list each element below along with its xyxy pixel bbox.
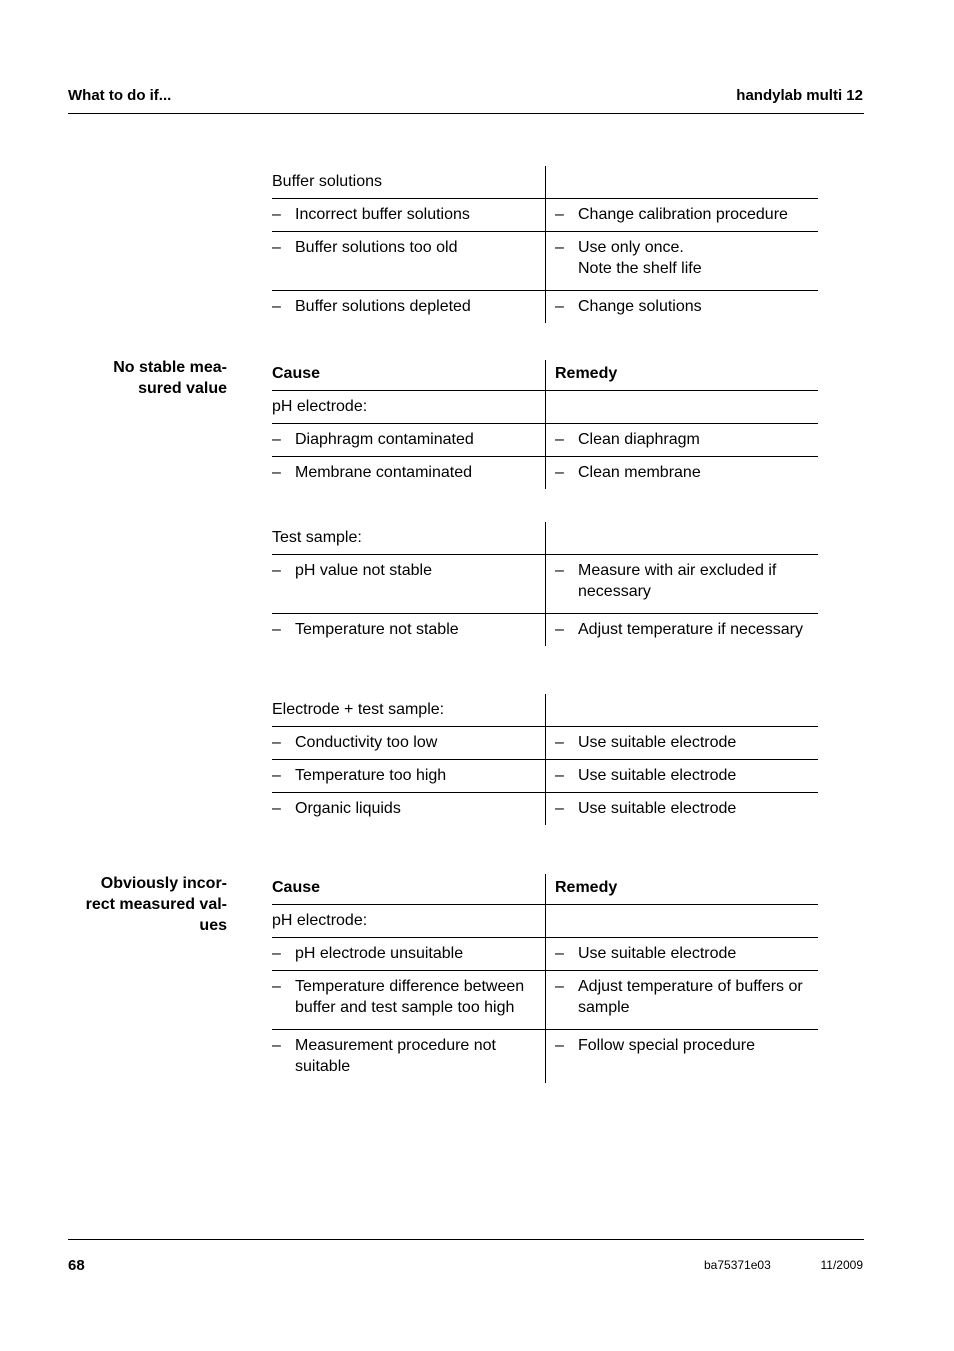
table-row (272, 1030, 818, 1084)
electrode-test-sample-table (272, 694, 818, 825)
table-row (272, 555, 818, 614)
dash: – (272, 1037, 281, 1054)
dash: – (555, 734, 564, 751)
group-label: pH electrode: (272, 391, 546, 424)
no-stable-value-table (272, 360, 818, 489)
table-row (272, 938, 818, 971)
dash: – (272, 734, 281, 751)
remedy-cell: Use suitable electrode (578, 767, 737, 784)
dash: – (555, 1037, 564, 1054)
dash: – (555, 562, 564, 579)
remedy-header: Remedy (546, 360, 819, 391)
group-label: Buffer solutions (272, 166, 546, 199)
table-header-row (272, 874, 818, 905)
incorrect-values-table (272, 874, 818, 1083)
dash: – (555, 206, 564, 223)
table-row (272, 424, 818, 457)
dash: – (272, 800, 281, 817)
dash: – (555, 464, 564, 481)
test-sample-table (272, 522, 818, 646)
cause-cell: pH electrode unsuitable (295, 945, 464, 962)
group-label: Electrode + test sample: (272, 694, 546, 727)
buffer-solutions-table (272, 166, 818, 323)
table-row (272, 760, 818, 793)
dash: – (272, 767, 281, 784)
cause-cell: Membrane contaminated (295, 464, 472, 481)
cause-cell: Buffer solutions too old (295, 239, 458, 256)
table-row (272, 971, 818, 1030)
remedy-cell: Use suitable electrode (578, 734, 737, 751)
cause-cell: Organic liquids (295, 800, 401, 817)
table-header-row (272, 360, 818, 391)
table-group-row (272, 391, 818, 424)
remedy-cell: Use suitable electrode (578, 945, 737, 962)
cause-cell: Diaphragm contaminated (295, 431, 474, 448)
cause-cell: Measurement procedure not suitable (295, 1037, 496, 1075)
dash: – (272, 945, 281, 962)
cause-header: Cause (272, 874, 546, 905)
dash: – (555, 239, 564, 256)
table-row (272, 291, 818, 324)
dash: – (555, 767, 564, 784)
table-row (272, 199, 818, 232)
dash: – (555, 298, 564, 315)
dash: – (555, 431, 564, 448)
table-row (272, 793, 818, 826)
table-group-row (272, 522, 818, 555)
remedy-cell: Use only once. Note the shelf life (578, 239, 702, 277)
table-row (272, 457, 818, 490)
dash: – (272, 206, 281, 223)
table-row (272, 727, 818, 760)
table-group-row (272, 694, 818, 727)
remedy-header: Remedy (546, 874, 819, 905)
dash: – (555, 621, 564, 638)
remedy-cell: Use suitable electrode (578, 800, 737, 817)
dash: – (555, 945, 564, 962)
section-label-incorrect-values: Obviously incor- rect measured val- ues (85, 875, 227, 934)
dash: – (272, 239, 281, 256)
dash: – (272, 298, 281, 315)
remedy-cell: Clean membrane (578, 464, 701, 481)
cause-cell: Temperature not stable (295, 621, 459, 638)
document-code: ba75371e03 (704, 1258, 771, 1272)
table-group-row (272, 905, 818, 938)
remedy-cell: Adjust temperature of buffers or sample (578, 978, 803, 1016)
document-date: 11/2009 (820, 1258, 863, 1272)
cause-cell: Temperature too high (295, 767, 447, 784)
footer-rule (68, 1239, 864, 1240)
cause-cell: Conductivity too low (295, 734, 438, 751)
cause-cell: Incorrect buffer solutions (295, 206, 470, 223)
dash: – (555, 978, 564, 995)
dash: – (272, 562, 281, 579)
page-number: 68 (68, 1257, 85, 1274)
table-group-row (272, 166, 818, 199)
dash: – (272, 464, 281, 481)
table-row (272, 232, 818, 291)
dash: – (555, 800, 564, 817)
remedy-cell: Clean diaphragm (578, 431, 700, 448)
cause-cell: Buffer solutions depleted (295, 298, 471, 315)
running-header-product: handylab multi 12 (736, 87, 863, 104)
header-rule (68, 113, 864, 114)
remedy-cell: Change calibration procedure (578, 206, 788, 223)
remedy-cell: Follow special procedure (578, 1037, 755, 1054)
dash: – (272, 978, 281, 995)
cause-header: Cause (272, 360, 546, 391)
group-label: Test sample: (272, 522, 546, 555)
running-header-title: What to do if... (68, 87, 172, 104)
group-label: pH electrode: (272, 905, 546, 938)
dash: – (272, 621, 281, 638)
table-row (272, 614, 818, 647)
remedy-cell: Change solutions (578, 298, 702, 315)
section-label-no-stable-value: No stable mea- sured value (113, 359, 227, 397)
dash: – (272, 431, 281, 448)
remedy-cell: Measure with air excluded if necessary (578, 562, 777, 600)
cause-cell: Temperature difference between buffer and test sample too high (295, 978, 525, 1016)
cause-cell: pH value not stable (295, 562, 432, 579)
remedy-cell: Adjust temperature if necessary (578, 621, 803, 638)
